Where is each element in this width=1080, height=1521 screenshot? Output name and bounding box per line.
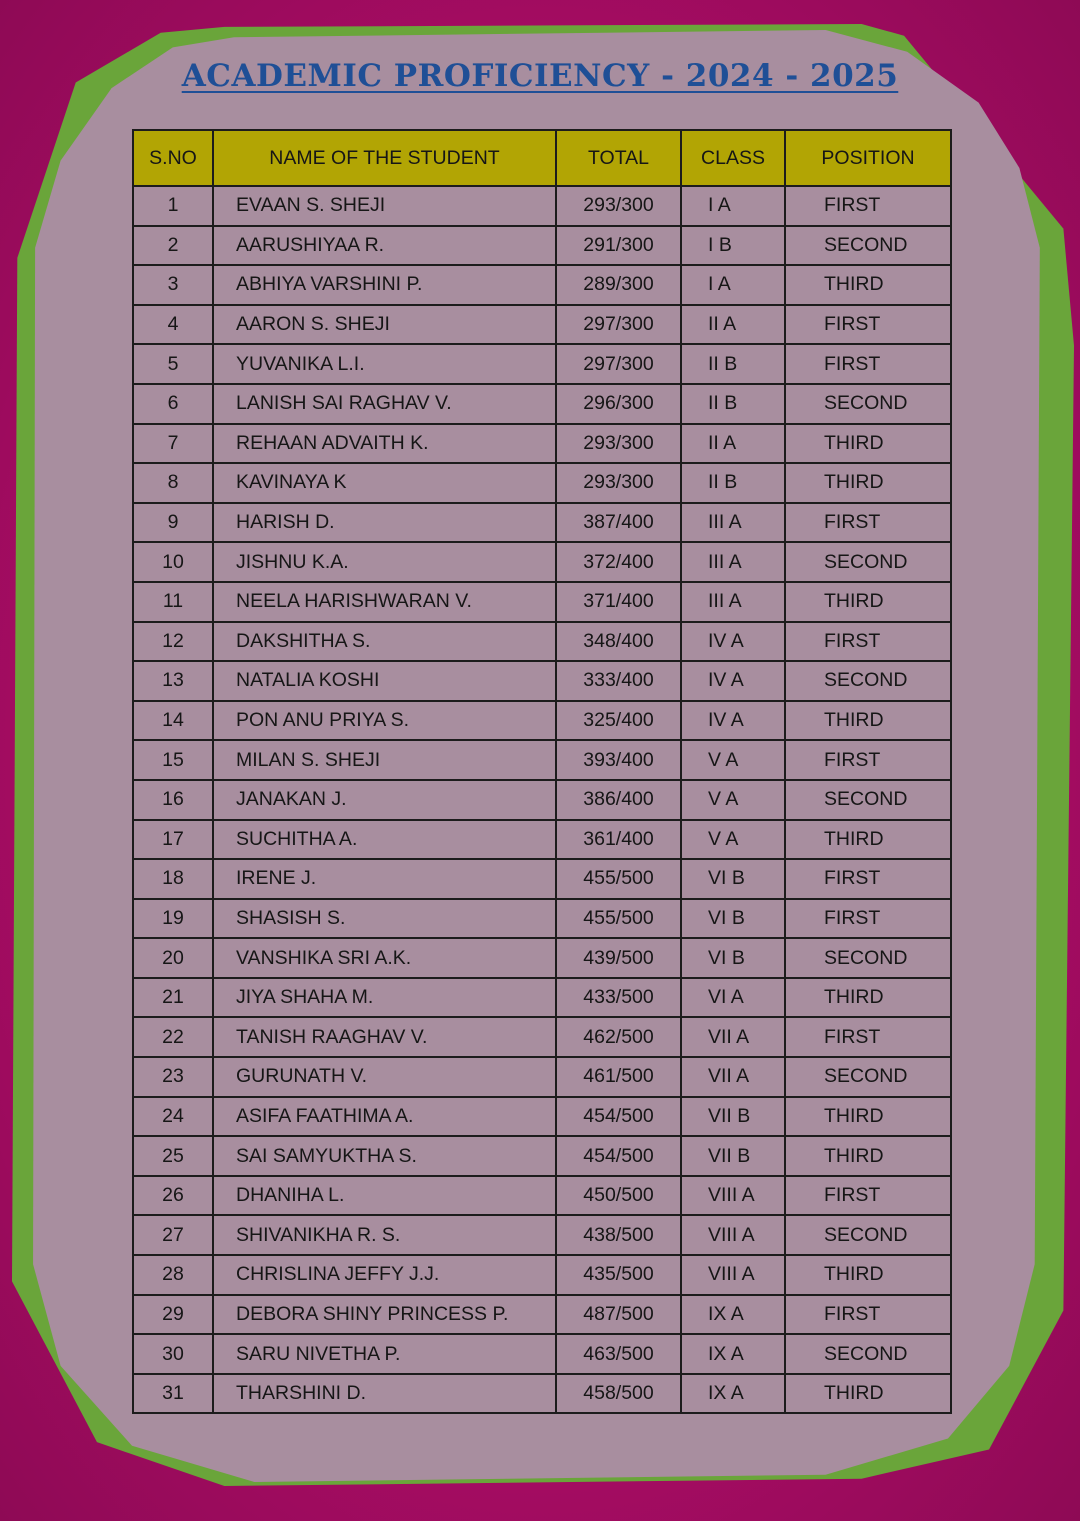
cell-sno: 11 (133, 582, 213, 622)
table-row (133, 1057, 951, 1097)
cell-position: SECOND (785, 938, 951, 978)
cell-position: FIRST (785, 503, 951, 543)
cell-student-name: DHANIHA L. (213, 1176, 556, 1216)
cell-total: 293/300 (556, 186, 681, 226)
cell-class: VII A (681, 1057, 785, 1097)
cell-student-name: NATALIA KOSHI (213, 661, 556, 701)
cell-sno: 12 (133, 622, 213, 662)
cell-class: III A (681, 582, 785, 622)
cell-total: 393/400 (556, 740, 681, 780)
table-row (133, 186, 951, 226)
cell-class: II B (681, 463, 785, 503)
cell-position: FIRST (785, 622, 951, 662)
cell-position: FIRST (785, 899, 951, 939)
cell-class: VIII A (681, 1255, 785, 1295)
cell-position: FIRST (785, 305, 951, 345)
table-row (133, 1215, 951, 1255)
table-row (133, 226, 951, 266)
cell-position: FIRST (785, 1295, 951, 1335)
table-row (133, 503, 951, 543)
cell-student-name: NEELA HARISHWARAN V. (213, 582, 556, 622)
table-row (133, 938, 951, 978)
cell-student-name: REHAAN ADVAITH K. (213, 424, 556, 464)
cell-total: 462/500 (556, 1017, 681, 1057)
cell-class: VI A (681, 978, 785, 1018)
cell-sno: 8 (133, 463, 213, 503)
table-row (133, 1176, 951, 1216)
cell-position: SECOND (785, 1215, 951, 1255)
cell-total: 386/400 (556, 780, 681, 820)
cell-class: II A (681, 424, 785, 464)
table-row (133, 305, 951, 345)
cell-position: SECOND (785, 384, 951, 424)
cell-class: I A (681, 186, 785, 226)
cell-total: 361/400 (556, 820, 681, 860)
cell-sno: 6 (133, 384, 213, 424)
cell-position: SECOND (785, 1057, 951, 1097)
table-row (133, 780, 951, 820)
cell-student-name: HARISH D. (213, 503, 556, 543)
header-sno: S.NO (133, 130, 213, 186)
cell-total: 455/500 (556, 859, 681, 899)
cell-class: IX A (681, 1334, 785, 1374)
cell-total: 293/300 (556, 424, 681, 464)
cell-class: VI B (681, 859, 785, 899)
cell-class: VIII A (681, 1176, 785, 1216)
cell-sno: 7 (133, 424, 213, 464)
table-header-row (133, 130, 951, 186)
cell-position: FIRST (785, 1176, 951, 1216)
cell-position: THIRD (785, 1255, 951, 1295)
cell-position: FIRST (785, 859, 951, 899)
cell-student-name: SHIVANIKHA R. S. (213, 1215, 556, 1255)
table-row (133, 661, 951, 701)
cell-student-name: AARUSHIYAA R. (213, 226, 556, 266)
table-row (133, 1374, 951, 1414)
cell-student-name: IRENE J. (213, 859, 556, 899)
cell-sno: 23 (133, 1057, 213, 1097)
cell-student-name: ASIFA FAATHIMA A. (213, 1097, 556, 1137)
cell-total: 291/300 (556, 226, 681, 266)
cell-sno: 14 (133, 701, 213, 741)
cell-student-name: KAVINAYA K (213, 463, 556, 503)
cell-student-name: SUCHITHA A. (213, 820, 556, 860)
cell-position: THIRD (785, 820, 951, 860)
cell-total: 296/300 (556, 384, 681, 424)
cell-sno: 20 (133, 938, 213, 978)
cell-student-name: TANISH RAAGHAV V. (213, 1017, 556, 1057)
cell-student-name: MILAN S. SHEJI (213, 740, 556, 780)
cell-total: 450/500 (556, 1176, 681, 1216)
cell-class: V A (681, 740, 785, 780)
cell-sno: 31 (133, 1374, 213, 1414)
cell-class: II B (681, 344, 785, 384)
cell-sno: 25 (133, 1136, 213, 1176)
cell-position: THIRD (785, 424, 951, 464)
cell-sno: 4 (133, 305, 213, 345)
table-row (133, 1136, 951, 1176)
cell-class: III A (681, 542, 785, 582)
page-title: ACADEMIC PROFICIENCY - 2024 - 2025 (181, 58, 899, 94)
header-position: POSITION (785, 130, 951, 186)
cell-position: THIRD (785, 1374, 951, 1414)
table-row (133, 1017, 951, 1057)
table-row (133, 1295, 951, 1335)
cell-sno: 1 (133, 186, 213, 226)
cell-class: VI B (681, 938, 785, 978)
cell-total: 435/500 (556, 1255, 681, 1295)
table-row (133, 701, 951, 741)
cell-total: 454/500 (556, 1136, 681, 1176)
header-name: NAME OF THE STUDENT (213, 130, 556, 186)
cell-total: 438/500 (556, 1215, 681, 1255)
cell-position: SECOND (785, 542, 951, 582)
cell-sno: 5 (133, 344, 213, 384)
cell-student-name: DEBORA SHINY PRINCESS P. (213, 1295, 556, 1335)
cell-student-name: DAKSHITHA S. (213, 622, 556, 662)
table-row (133, 265, 951, 305)
cell-sno: 2 (133, 226, 213, 266)
cell-sno: 15 (133, 740, 213, 780)
cell-student-name: THARSHINI D. (213, 1374, 556, 1414)
cell-total: 297/300 (556, 305, 681, 345)
cell-sno: 22 (133, 1017, 213, 1057)
cell-class: II B (681, 384, 785, 424)
table-row (133, 740, 951, 780)
cell-total: 487/500 (556, 1295, 681, 1335)
cell-position: SECOND (785, 226, 951, 266)
cell-student-name: LANISH SAI RAGHAV V. (213, 384, 556, 424)
cell-total: 333/400 (556, 661, 681, 701)
cell-position: FIRST (785, 740, 951, 780)
table-row (133, 1334, 951, 1374)
cell-position: THIRD (785, 463, 951, 503)
cell-total: 293/300 (556, 463, 681, 503)
table-row (133, 978, 951, 1018)
cell-student-name: ABHIYA VARSHINI P. (213, 265, 556, 305)
cell-total: 433/500 (556, 978, 681, 1018)
table-row (133, 424, 951, 464)
cell-sno: 3 (133, 265, 213, 305)
cell-class: I A (681, 265, 785, 305)
cell-total: 458/500 (556, 1374, 681, 1414)
cell-student-name: SHASISH S. (213, 899, 556, 939)
cell-student-name: PON ANU PRIYA S. (213, 701, 556, 741)
cell-total: 439/500 (556, 938, 681, 978)
cell-class: VIII A (681, 1215, 785, 1255)
table-row (133, 622, 951, 662)
cell-total: 348/400 (556, 622, 681, 662)
proficiency-table (132, 129, 952, 1414)
cell-total: 463/500 (556, 1334, 681, 1374)
cell-position: SECOND (785, 780, 951, 820)
cell-class: V A (681, 820, 785, 860)
cell-position: THIRD (785, 701, 951, 741)
table-row (133, 1097, 951, 1137)
cell-sno: 16 (133, 780, 213, 820)
cell-position: THIRD (785, 265, 951, 305)
cell-class: IV A (681, 661, 785, 701)
cell-class: VII B (681, 1136, 785, 1176)
cell-sno: 29 (133, 1295, 213, 1335)
cell-sno: 24 (133, 1097, 213, 1137)
cell-sno: 28 (133, 1255, 213, 1295)
cell-class: IX A (681, 1295, 785, 1335)
cell-sno: 18 (133, 859, 213, 899)
table-row (133, 463, 951, 503)
cell-total: 289/300 (556, 265, 681, 305)
cell-position: FIRST (785, 1017, 951, 1057)
cell-class: II A (681, 305, 785, 345)
cell-position: FIRST (785, 344, 951, 384)
cell-class: IV A (681, 701, 785, 741)
cell-class: IV A (681, 622, 785, 662)
cell-class: V A (681, 780, 785, 820)
table-row (133, 344, 951, 384)
cell-class: VI B (681, 899, 785, 939)
cell-student-name: AARON S. SHEJI (213, 305, 556, 345)
cell-student-name: YUVANIKA L.I. (213, 344, 556, 384)
table-row (133, 542, 951, 582)
cell-student-name: JIYA SHAHA M. (213, 978, 556, 1018)
cell-sno: 13 (133, 661, 213, 701)
cell-position: FIRST (785, 186, 951, 226)
cell-total: 297/300 (556, 344, 681, 384)
table-row (133, 899, 951, 939)
cell-total: 461/500 (556, 1057, 681, 1097)
cell-total: 387/400 (556, 503, 681, 543)
cell-class: VII A (681, 1017, 785, 1057)
cell-class: VII B (681, 1097, 785, 1137)
cell-student-name: JISHNU K.A. (213, 542, 556, 582)
cell-student-name: SARU NIVETHA P. (213, 1334, 556, 1374)
cell-sno: 27 (133, 1215, 213, 1255)
cell-total: 372/400 (556, 542, 681, 582)
table-row (133, 1255, 951, 1295)
table-row (133, 820, 951, 860)
cell-total: 371/400 (556, 582, 681, 622)
cell-position: THIRD (785, 978, 951, 1018)
cell-position: THIRD (785, 582, 951, 622)
cell-position: SECOND (785, 1334, 951, 1374)
header-class: CLASS (681, 130, 785, 186)
header-total: TOTAL (556, 130, 681, 186)
cell-student-name: GURUNATH V. (213, 1057, 556, 1097)
cell-student-name: CHRISLINA JEFFY J.J. (213, 1255, 556, 1295)
cell-sno: 30 (133, 1334, 213, 1374)
cell-student-name: EVAAN S. SHEJI (213, 186, 556, 226)
cell-total: 455/500 (556, 899, 681, 939)
cell-sno: 17 (133, 820, 213, 860)
cell-position: THIRD (785, 1097, 951, 1137)
cell-position: THIRD (785, 1136, 951, 1176)
cell-position: SECOND (785, 661, 951, 701)
cell-student-name: SAI SAMYUKTHA S. (213, 1136, 556, 1176)
cell-student-name: VANSHIKA SRI A.K. (213, 938, 556, 978)
cell-sno: 10 (133, 542, 213, 582)
cell-class: IX A (681, 1374, 785, 1414)
table-row (133, 582, 951, 622)
cell-sno: 26 (133, 1176, 213, 1216)
cell-sno: 19 (133, 899, 213, 939)
cell-total: 454/500 (556, 1097, 681, 1137)
cell-class: I B (681, 226, 785, 266)
cell-sno: 9 (133, 503, 213, 543)
cell-student-name: JANAKAN J. (213, 780, 556, 820)
cell-class: III A (681, 503, 785, 543)
table-row (133, 384, 951, 424)
table-row (133, 859, 951, 899)
cell-sno: 21 (133, 978, 213, 1018)
cell-total: 325/400 (556, 701, 681, 741)
